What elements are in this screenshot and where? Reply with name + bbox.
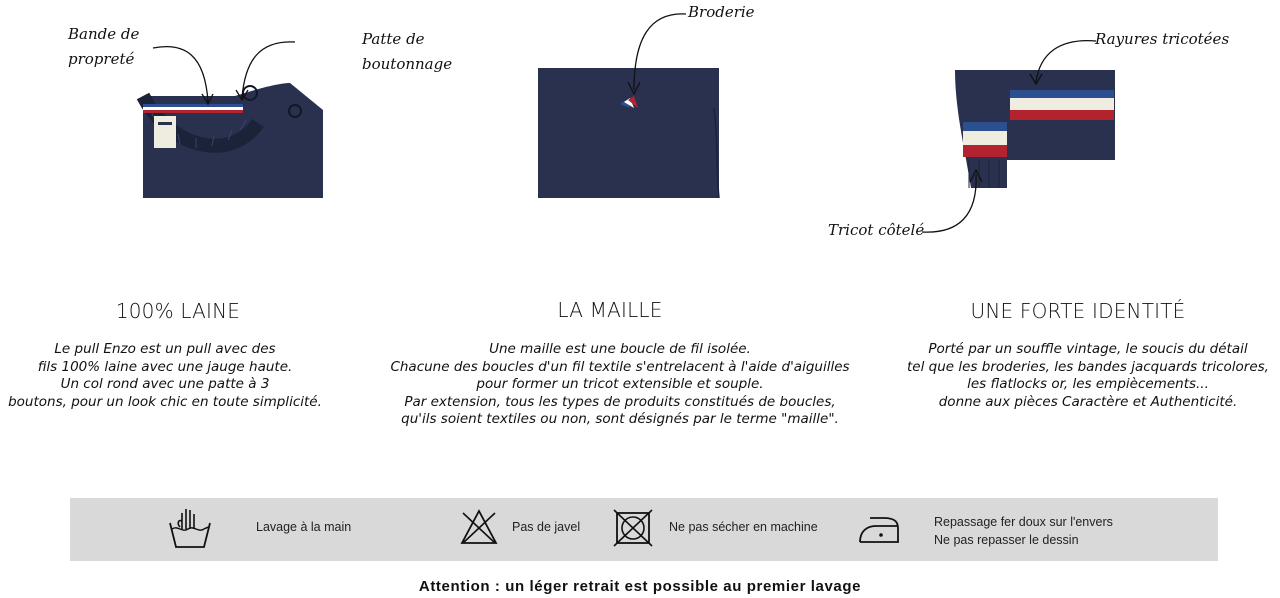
shrink-warning: Attention : un léger retrait est possible au premier lavage <box>418 578 862 595</box>
text-line: les flatlocks or, les empiècements... <box>967 376 1209 392</box>
care-label-iron <box>934 513 1113 549</box>
broderie-arrow <box>620 8 690 98</box>
text-line: Le pull Enzo est un pull avec des <box>54 341 276 357</box>
tricot-arrow <box>918 166 988 238</box>
hand-wash-icon <box>168 507 212 549</box>
care-label-no-dryer: Ne pas sécher en machine <box>669 520 818 534</box>
collar-arrows <box>150 40 310 115</box>
feature-title-maille: LA MAILLE <box>557 298 663 322</box>
feature-title-laine: 100% LAINE <box>115 299 241 323</box>
text-line: fils 100% laine avec une jauge haute. <box>37 358 293 375</box>
feature-title-identite: UNE FORTE IDENTITÉ <box>970 299 1186 323</box>
iron-low-icon <box>856 514 902 546</box>
feature-text-laine <box>0 341 330 411</box>
care-label-iron-line1: Repassage fer doux sur l'envers <box>934 515 1113 529</box>
text-line: Par extension, tous les types de produits constitués de boucles, <box>404 393 836 410</box>
annotation-line: propreté <box>68 50 135 68</box>
text-line: pour former un tricot extensible et souple. <box>476 376 764 392</box>
care-label-iron-line2: Ne pas repasser le dessin <box>934 533 1079 547</box>
text-line: boutons, pour un look chic en toute simplicité. <box>8 393 322 410</box>
text-line: Un col rond avec une patte à 3 <box>60 376 270 392</box>
rayures-annotation: Rayures tricotées <box>1095 30 1230 48</box>
text-line: qu'ils soient textiles ou non, sont désignés par le terme "maille". <box>401 411 839 427</box>
feature-text-identite <box>898 341 1278 411</box>
patte-boutonnage-annotation <box>362 27 452 77</box>
text-line: donne aux pièces Caractère et Authenticité. <box>938 393 1238 410</box>
text-line: Porté par un souffle vintage, le soucis du détail <box>928 341 1248 357</box>
rayures-arrow <box>1020 38 1100 88</box>
text-line: tel que les broderies, les bandes jacquards tricolores, <box>907 358 1269 375</box>
bande-proprete-annotation <box>68 22 139 72</box>
annotation-line: boutonnage <box>362 55 453 73</box>
no-tumble-dry-icon <box>614 510 652 546</box>
text-line: Une maille est une boucle de fil isolée. <box>489 341 751 357</box>
broderie-annotation: Broderie <box>688 3 755 21</box>
care-label-hand-wash: Lavage à la main <box>256 520 352 534</box>
feature-text-maille <box>380 341 860 429</box>
tricot-annotation: Tricot côtelé <box>828 221 925 239</box>
no-bleach-icon <box>460 509 498 545</box>
annotation-line: Bande de <box>68 25 140 43</box>
care-label-no-bleach: Pas de javel <box>512 520 581 534</box>
text-line: Chacune des boucles d'un fil textile s'entrelacent à l'aide d'aiguilles <box>390 358 850 375</box>
annotation-line: Patte de <box>362 30 425 48</box>
